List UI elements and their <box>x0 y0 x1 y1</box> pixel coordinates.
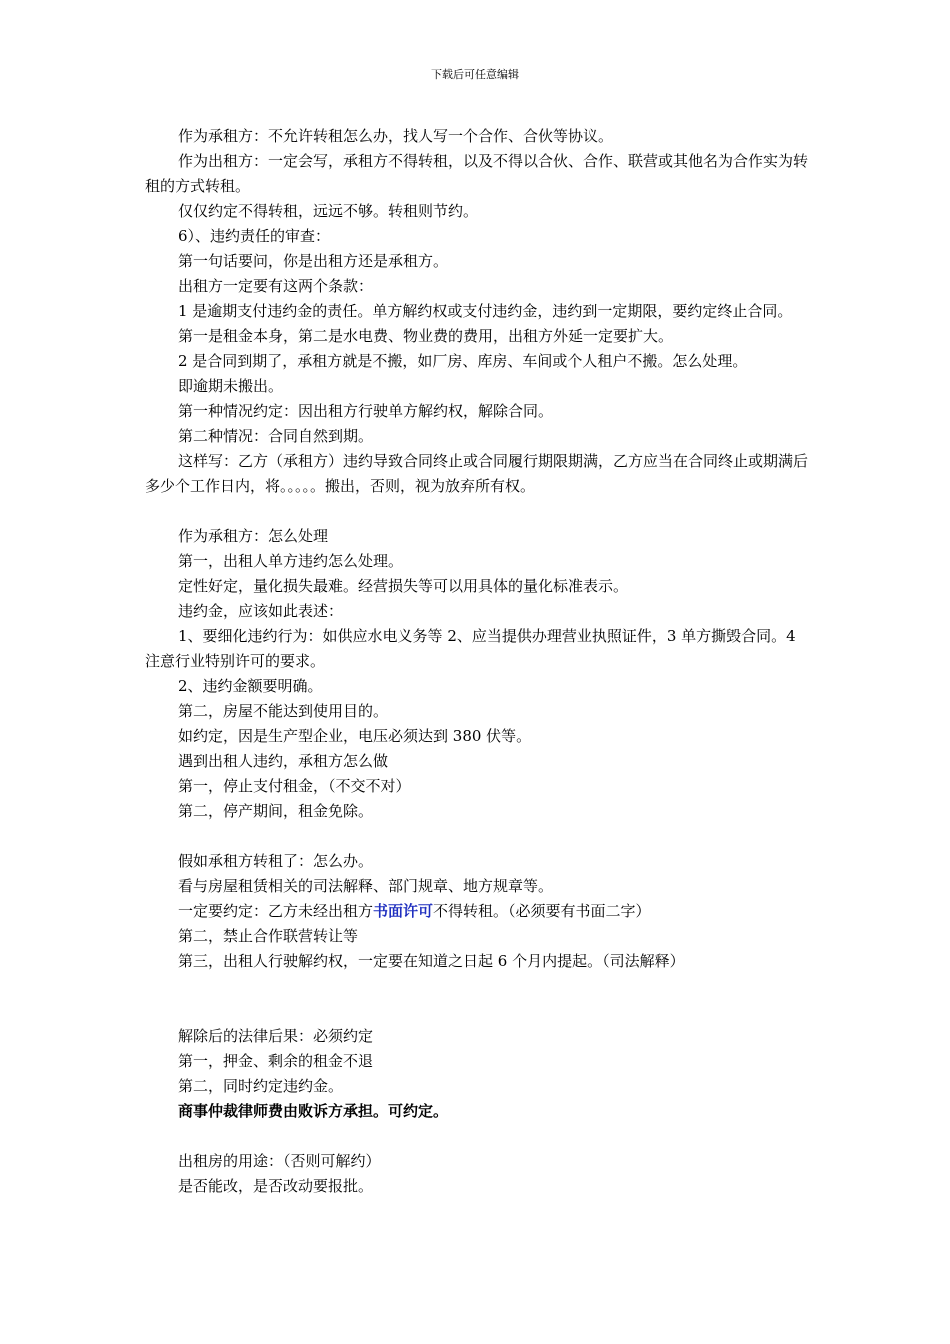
paragraph: 遇到出租人违约，承租方怎么做 <box>178 752 389 770</box>
paragraph: 第二，禁止合作联营转让等 <box>178 927 359 945</box>
page-header: 下载后可任意编辑 <box>431 68 519 81</box>
blank-line <box>145 1124 810 1149</box>
blank-line <box>145 974 810 999</box>
paragraph: 这样写：乙方（承租方）违约导致合同终止或合同履行期限期满，乙方应当在合同终止或期满后多少个工作日内，将。。。。。搬出，否则，视为放弃所有权。 <box>145 452 809 495</box>
paragraph-with-highlight <box>145 899 810 924</box>
blank-line <box>145 999 810 1024</box>
blank-line <box>145 499 810 524</box>
paragraph: 作为承租方：怎么处理 <box>178 527 329 545</box>
paragraph: 解除后的法律后果：必须约定 <box>178 1027 374 1045</box>
document-body <box>145 124 810 1199</box>
blank-line <box>145 824 810 849</box>
paragraph: 第二，同时约定违约金。 <box>178 1077 344 1095</box>
paragraph: 出租方一定要有这两个条款： <box>178 277 374 295</box>
text-span: 一定要约定：乙方未经出租方 <box>178 902 374 920</box>
paragraph: 第三，出租人行驶解约权，一定要在知道之日起 6 个月内提起。（司法解释） <box>178 952 685 970</box>
section-heading: 6）、违约责任的审查： <box>178 227 331 245</box>
paragraph: 第一，出租人单方违约怎么处理。 <box>178 552 404 570</box>
paragraph: 2 是合同到期了，承租方就是不搬，如厂房、库房、车间或个人租户不搬。怎么处理。 <box>178 352 748 370</box>
paragraph: 即逾期未搬出。 <box>178 377 284 395</box>
paragraph: 第一，停止支付租金，（不交不对） <box>178 777 411 795</box>
paragraph: 作为出租方：一定会写，承租方不得转租，以及不得以合伙、合作、联营或其他名为合作实为转租的方式转租。 <box>145 152 809 195</box>
paragraph: 作为承租方：不允许转租怎么办，找人写一个合作、合伙等协议。 <box>178 127 614 145</box>
paragraph: 假如承租方转租了：怎么办。 <box>178 852 374 870</box>
paragraph: 1 是逾期支付违约金的责任。单方解约权或支付违约金，违约到一定期限，要约定终止合同。 <box>178 302 793 320</box>
text-span: 不得转租。（必须要有书面二字） <box>433 902 651 920</box>
paragraph: 第二种情况：合同自然到期。 <box>178 427 374 445</box>
bold-paragraph: 商事仲裁律师费由败诉方承担。可约定。 <box>178 1102 449 1120</box>
paragraph: 第二，房屋不能达到使用目的。 <box>178 702 389 720</box>
paragraph: 是否能改，是否改动要报批。 <box>178 1177 374 1195</box>
paragraph: 如约定，因是生产型企业，电压必须达到 380 伏等。 <box>178 727 532 745</box>
paragraph: 第一种情况约定：因出租方行驶单方解约权，解除合同。 <box>178 402 554 420</box>
paragraph: 出租房的用途：（否则可解约） <box>178 1152 381 1170</box>
paragraph: 第一句话要问，你是出租方还是承租方。 <box>178 252 449 270</box>
paragraph: 定性好定，量化损失最难。经营损失等可以用具体的量化标准表示。 <box>178 577 629 595</box>
paragraph: 1、要细化违约行为：如供应水电义务等 2、应当提供办理营业执照证件，3 单方撕毁合同。4 注意行业特别许可的要求。 <box>145 627 796 670</box>
paragraph: 看与房屋租赁相关的司法解释、部门规章、地方规章等。 <box>178 877 554 895</box>
paragraph: 违约金，应该如此表述： <box>178 602 344 620</box>
paragraph: 第二，停产期间，租金免除。 <box>178 802 374 820</box>
paragraph: 2、违约金额要明确。 <box>178 677 323 695</box>
paragraph: 第一，押金、剩余的租金不退 <box>178 1052 374 1070</box>
paragraph: 第一是租金本身，第二是水电费、物业费的费用，出租方外延一定要扩大。 <box>178 327 674 345</box>
paragraph: 仅仅约定不得转租，远远不够。转租则节约。 <box>178 202 479 220</box>
highlighted-text: 书面许可 <box>373 902 434 920</box>
